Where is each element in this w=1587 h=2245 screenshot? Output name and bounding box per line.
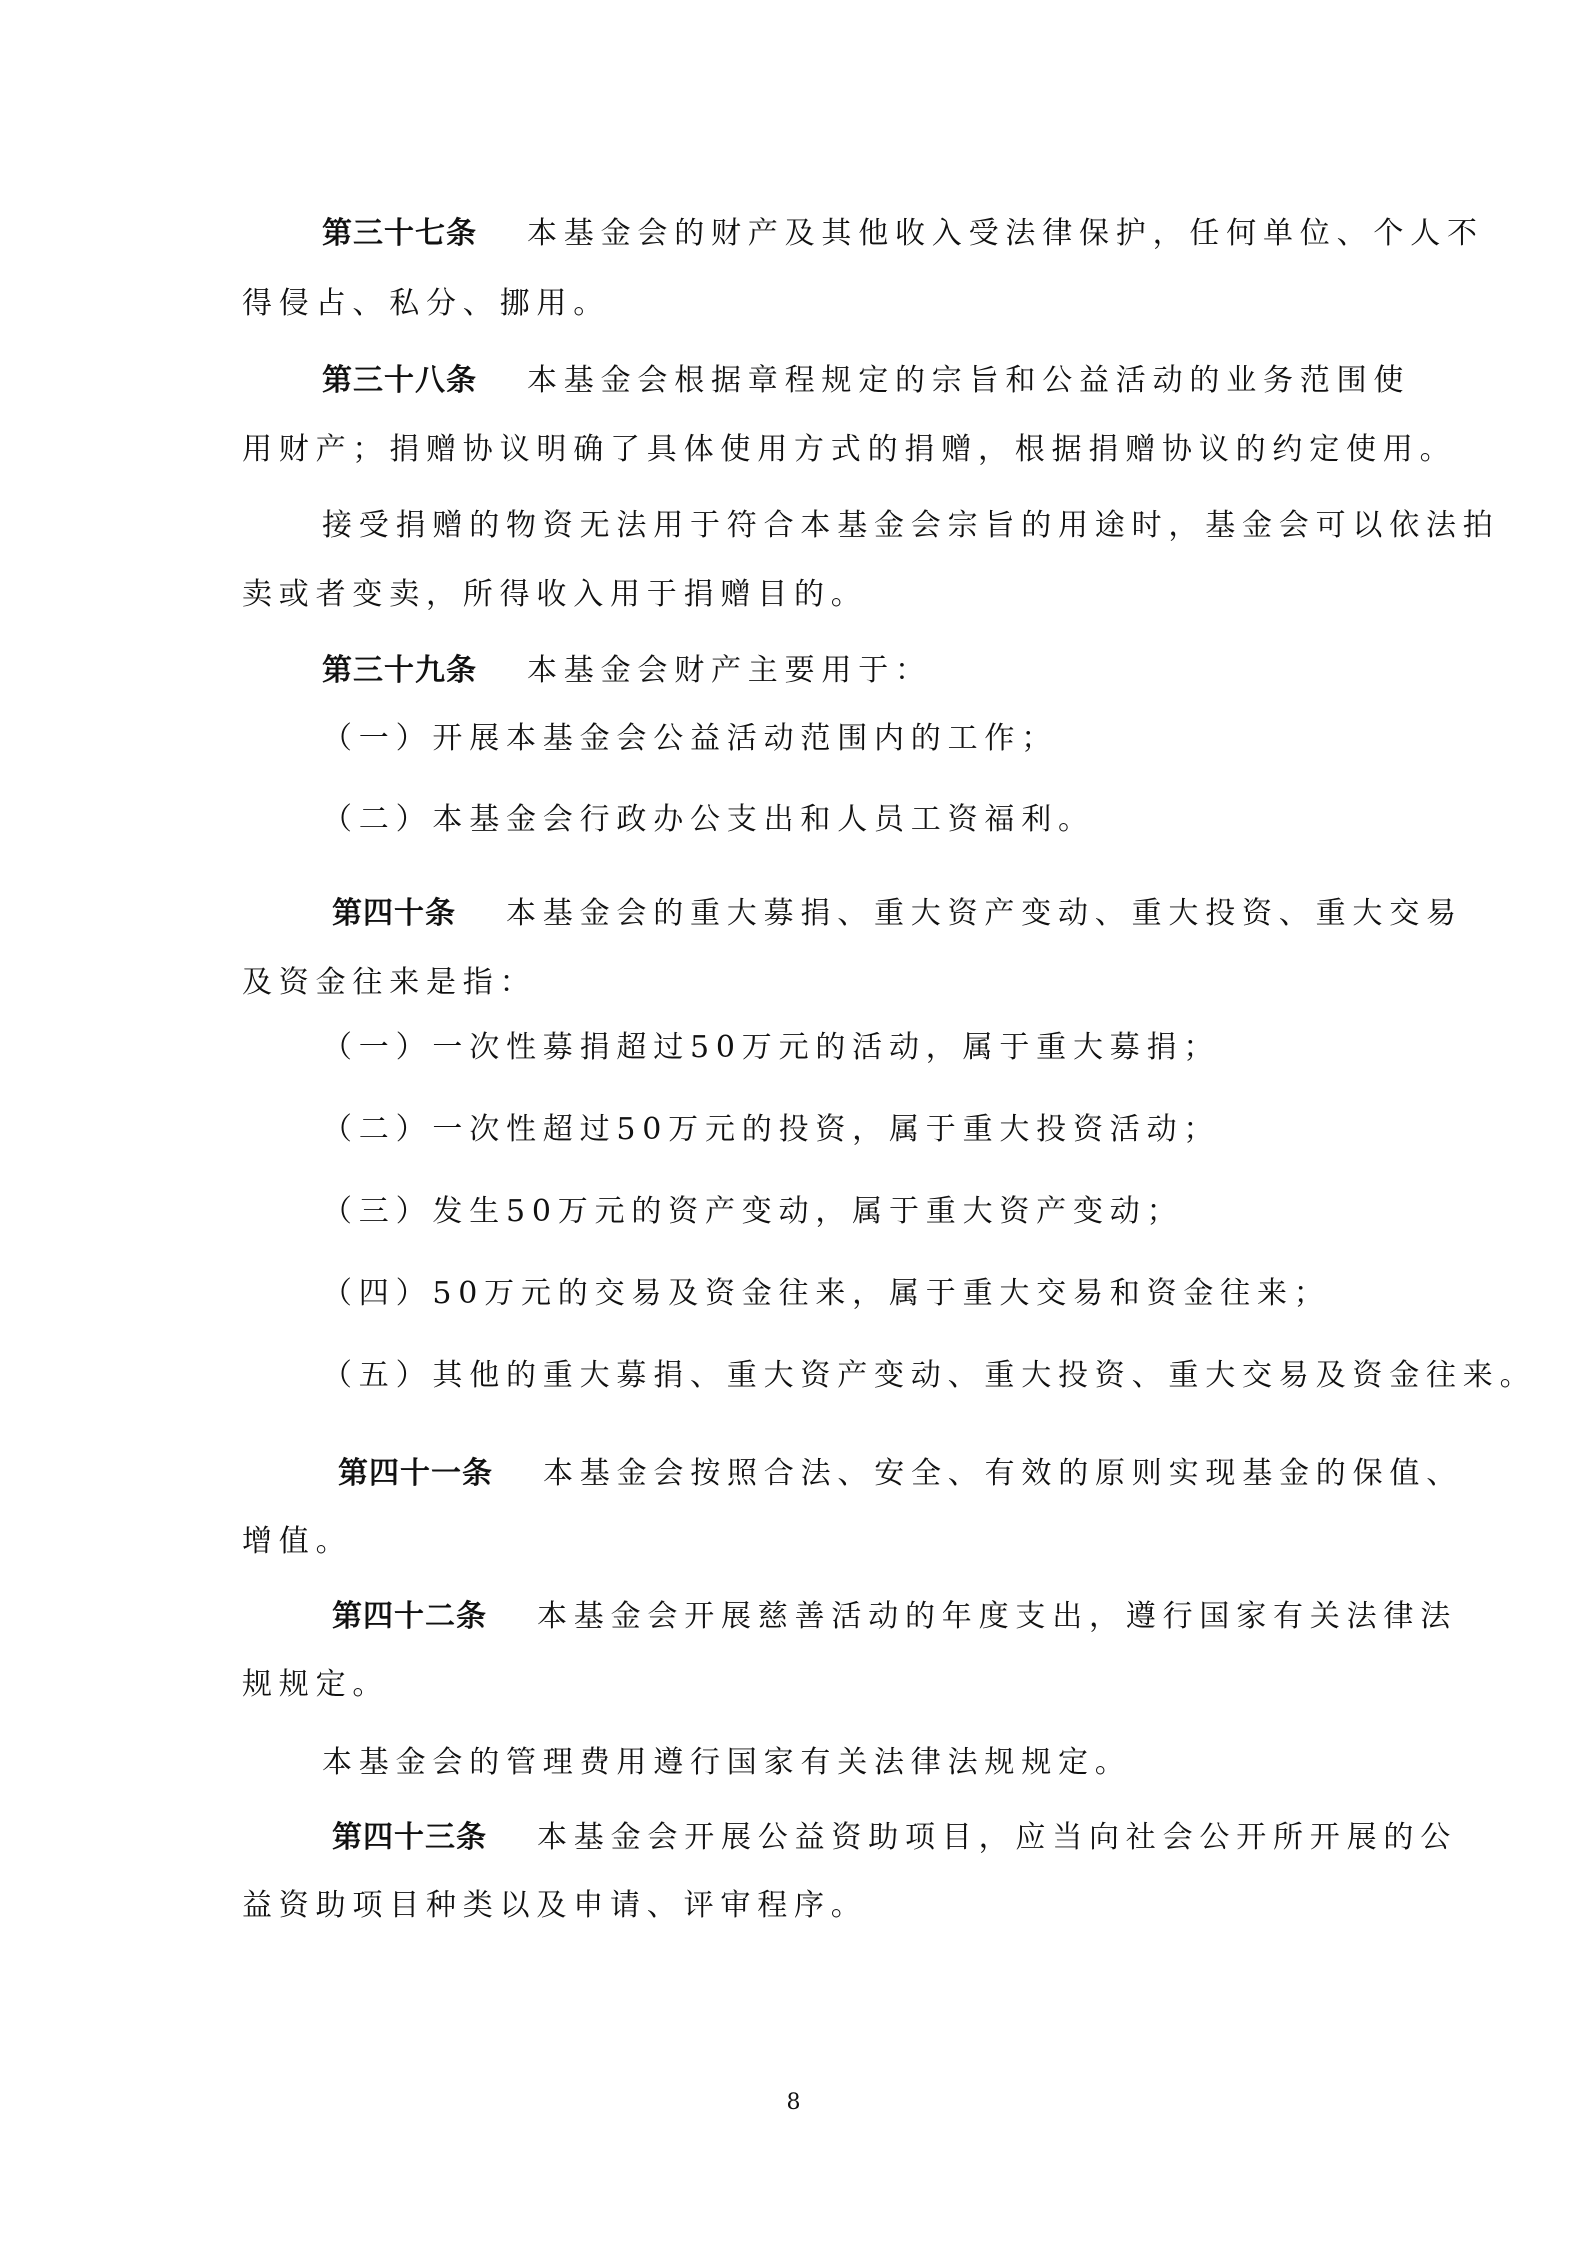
article-heading: 第四十三条 (332, 1820, 487, 1855)
line-40-item4 (322, 1274, 1331, 1314)
line-37-first (322, 214, 1484, 254)
line-39-item2 (322, 800, 1095, 840)
line-41-cont (242, 1522, 352, 1562)
body-text: （二）本基金会行政办公支出和人员工资福利。 (322, 802, 1095, 837)
body-text: 本基金会的重大募捐、重大资产变动、重大投资、重大交易 (506, 896, 1463, 931)
body-text: （二）一次性超过50万元的投资，属于重大投资活动； (322, 1112, 1221, 1147)
body-text: 益资助项目种类以及申请、评审程序。 (242, 1888, 868, 1923)
line-38-para2-cont (242, 575, 868, 615)
body-text: 卖或者变卖，所得收入用于捐赠目的。 (242, 577, 868, 612)
line-42-first (332, 1597, 1457, 1637)
body-text: 本基金会按照合法、安全、有效的原则实现基金的保值、 (543, 1456, 1463, 1491)
line-39-first (322, 651, 932, 691)
body-text: 及资金往来是指： (242, 965, 537, 1000)
article-heading: 第四十一条 (338, 1456, 493, 1491)
line-41-first (338, 1454, 1463, 1494)
line-38-para2 (322, 506, 1500, 546)
line-38-cont (242, 430, 1456, 470)
body-text: 本基金会的财产及其他收入受法律保护，任何单位、个人不 (527, 216, 1484, 251)
line-40-cont (242, 963, 536, 1003)
line-42-para2 (322, 1743, 1132, 1783)
body-text: （五）其他的重大募捐、重大资产变动、重大投资、重大交易及资金往来。 (322, 1358, 1537, 1393)
body-text: 本基金会财产主要用于： (527, 653, 932, 688)
article-heading: 第三十七条 (322, 216, 477, 251)
line-43-first (332, 1818, 1457, 1858)
line-39-item1 (322, 719, 1058, 759)
line-40-item5 (322, 1356, 1536, 1396)
article-heading: 第四十二条 (332, 1599, 487, 1634)
body-text: （三）发生50万元的资产变动，属于重大资产变动； (322, 1194, 1184, 1229)
body-text: 规规定。 (242, 1667, 390, 1702)
body-text: 用财产；捐赠协议明确了具体使用方式的捐赠，根据捐赠协议的约定使用。 (242, 432, 1457, 467)
line-40-item2 (322, 1110, 1220, 1150)
line-43-cont (242, 1886, 868, 1926)
body-text: 得侵占、私分、挪用。 (242, 286, 610, 321)
article-heading: 第三十九条 (322, 653, 477, 688)
body-text: 本基金会的管理费用遵行国家有关法律法规规定。 (322, 1745, 1132, 1780)
body-text: 增值。 (242, 1524, 353, 1559)
body-text: 本基金会根据章程规定的宗旨和公益活动的业务范围使 (527, 363, 1411, 398)
article-heading: 第四十条 (332, 896, 456, 931)
line-40-item3 (322, 1192, 1183, 1232)
line-40-item1 (322, 1028, 1220, 1068)
article-heading: 第三十八条 (322, 363, 477, 398)
line-37-cont (242, 284, 610, 324)
body-text: 本基金会开展公益资助项目，应当向社会公开所开展的公 (537, 1820, 1457, 1855)
line-42-cont (242, 1665, 389, 1705)
body-text: （一）开展本基金会公益活动范围内的工作； (322, 721, 1058, 756)
line-40-first (332, 894, 1463, 934)
body-text: 接受捐赠的物资无法用于符合本基金会宗旨的用途时，基金会可以依法拍 (322, 508, 1500, 543)
body-text: 本基金会开展慈善活动的年度支出，遵行国家有关法律法 (537, 1599, 1457, 1634)
line-38-first (322, 361, 1410, 401)
body-text: （四）50万元的交易及资金往来，属于重大交易和资金往来； (322, 1276, 1331, 1311)
body-text: （一）一次性募捐超过50万元的活动，属于重大募捐； (322, 1030, 1221, 1065)
page-number: 8 (786, 2090, 801, 2115)
